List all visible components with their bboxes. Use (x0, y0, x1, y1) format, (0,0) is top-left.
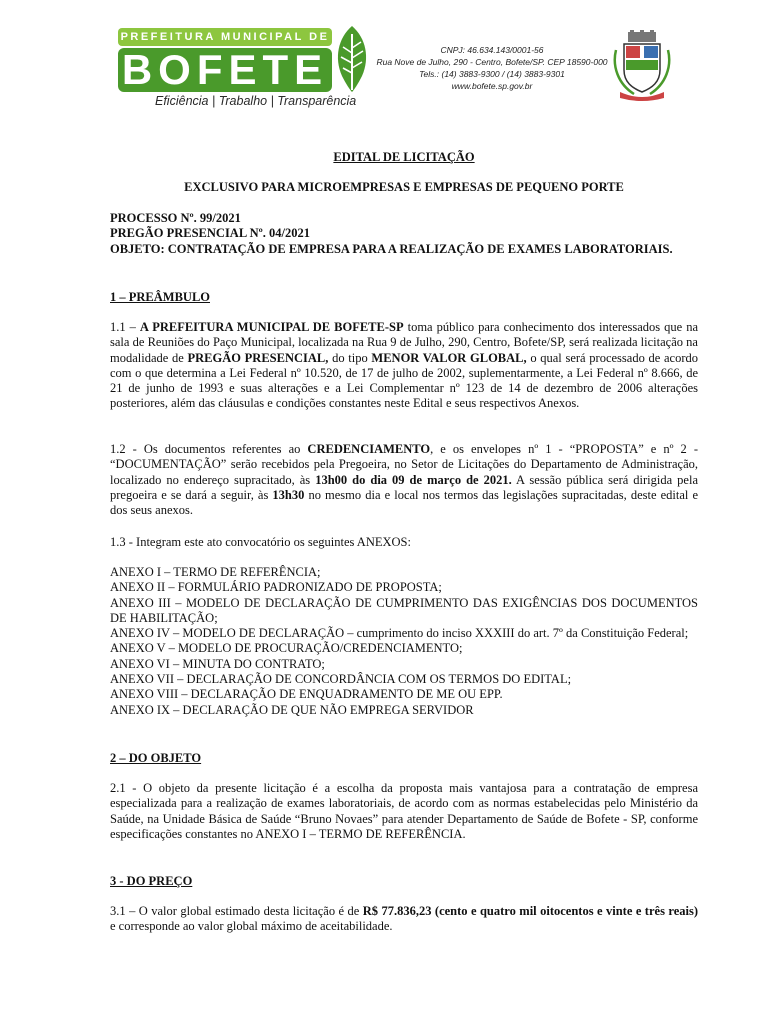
section-1-heading: 1 – PREÂMBULO (110, 290, 210, 304)
municipality-logo (118, 26, 368, 92)
objeto-text: OBJETO: CONTRATAÇÃO DE EMPRESA PARA A REALIZAÇÃO DE EXAMES LABORATORIAIS. (110, 241, 673, 256)
list-item: ANEXO VII – DECLARAÇÃO DE CONCORDÂNCIA COM OS TERMOS DO EDITAL; (110, 672, 572, 687)
document-subtitle: EXCLUSIVO PARA MICROEMPRESAS E EMPRESAS DE PEQUENO PORTE (184, 180, 624, 194)
list-item: ANEXO II – FORMULÁRIO PADRONIZADO DE PROPOSTA; (110, 580, 442, 595)
address-line: Rua Nove de Julho, 290 - Centro, Bofete/SP. CEP 18590-000 (376, 57, 608, 67)
annex-list (110, 565, 698, 718)
coat-of-arms-icon (612, 30, 672, 102)
section-3-heading: 3 - DO PREÇO (110, 874, 193, 888)
leaf-icon (332, 24, 372, 94)
paragraph-1-3: 1.3 - Integram este ato convocatório os seguintes ANEXOS: (110, 535, 411, 549)
contact-info (372, 44, 612, 92)
cnpj-line: CNPJ: 46.634.143/0001-56 (440, 45, 544, 55)
list-item: ANEXO VI – MINUTA DO CONTRATO; (110, 656, 325, 671)
letterhead (0, 0, 770, 120)
paragraph-2-1: 2.1 - O objeto da presente licitação é a escolha da proposta mais vantajosa para a contratação de empresa especializada para a realização de exames laboratoriais, de acordo com as normas estabelecidas pelo Ministério da Saúde, na Unidade Básica de Saúde “Bruno Novaes” para atender Departamento de Saúde de Bofete - SP, conforme especificações constantes no ANEXO I – TERMO DE REFERÊNCIA. (110, 781, 698, 841)
paragraph-3-1: 3.1 – O valor global estimado desta licitação é de R$ 77.836,23 (cento e quatro mil oitocentos e vinte e três reais) e corresponde ao valor global máximo de aceitabilidade. (110, 904, 698, 934)
list-item: ANEXO I – TERMO DE REFERÊNCIA; (110, 565, 321, 579)
pregao-number: PREGÃO PRESENCIAL Nº. 04/2021 (110, 226, 310, 241)
logo-top-text: PREFEITURA MUNICIPAL DE (118, 28, 332, 46)
process-info (110, 211, 698, 257)
phone-line: Tels.: (14) 3883-9300 / (14) 3883-9301 (419, 69, 565, 79)
list-item: ANEXO V – MODELO DE PROCURAÇÃO/CREDENCIAMENTO; (110, 641, 463, 656)
list-item: ANEXO IV – MODELO DE DECLARAÇÃO – cumprimento do inciso XXXIII do art. 7º da Constituição Federal; (110, 626, 689, 641)
slogan: Eficiência | Trabalho | Transparência (155, 94, 357, 108)
processo-number: PROCESSO Nº. 99/2021 (110, 211, 241, 225)
list-item: ANEXO III – MODELO DE DECLARAÇÃO DE CUMPRIMENTO DAS EXIGÊNCIAS DOS DOCUMENTOS DE HABILITAÇÃO; (110, 595, 698, 625)
document-title: EDITAL DE LICITAÇÃO (333, 150, 475, 164)
paragraph-1-1: 1.1 – A PREFEITURA MUNICIPAL DE BOFETE-SP toma público para conhecimento dos interessados que na sala de Reuniões do Paço Municipal, localizada na Rua 9 de Julho, 290, Centro, Bofete/SP, será realizada licitação na modalidade de PREGÃO PRESENCIAL, do tipo MENOR VALOR GLOBAL, o qual será processado de acordo com o que determina a Lei Federal nº 10.520, de 17 de julho de 2002, suplementarmente, a Lei Federal nº 8.666, de 21 de junho de 1993 e suas alterações e a Lei Complementar nº 123 de 14 de dezembro de 2006 alterações posteriores, além das cláusulas e condições constantes neste Edital e seus respectivos Anexos. (110, 320, 699, 411)
section-2-heading: 2 – DO OBJETO (110, 751, 202, 765)
website-line: www.bofete.sp.gov.br (451, 81, 533, 91)
list-item: ANEXO VIII – DECLARAÇÃO DE ENQUADRAMENTO DE ME OU EPP. (110, 687, 503, 702)
list-item: ANEXO IX – DECLARAÇÃO DE QUE NÃO EMPREGA SERVIDOR (110, 702, 474, 717)
logo-main-text: BOFETE (118, 48, 332, 92)
paragraph-1-2: 1.2 - Os documentos referentes ao CREDENCIAMENTO, e os envelopes nº 1 - “PROPOSTA” e nº 2 - “DOCUMENTAÇÃO” serão recebidos pela Pregoeira, no Setor de Licitações do Departamento de Administração, localizado no endereço supracitado, às 13h00 do dia 09 de março de 2021. A sessão pública será dirigida pela pregoeira e se dará a seguir, às 13h30 no mesmo dia e local nos termos das legislações supracitadas, deste edital e dos seus anexos. (110, 442, 699, 518)
